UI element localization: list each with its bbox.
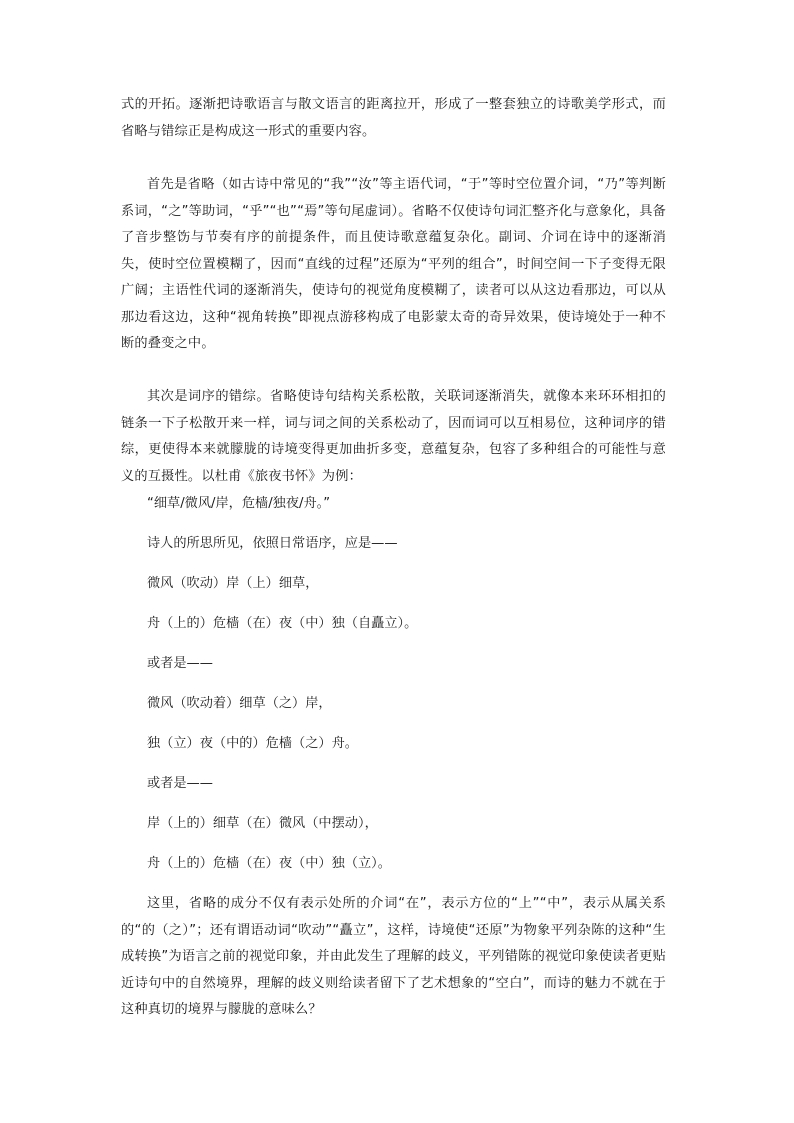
paragraph-omission: 首先是省略（如古诗中常见的“我”“汝”等主语代词，“于”等时空位置介词，“乃”等判断系词，“之”等助词，“乎”“也”“焉”等句尾虚词）。省略不仅使诗句词汇整齐化与意象化，具备了音步整饬与节奏有序的前提条件，而且使诗歌意蕴复杂化。副词、介词在诗中的逐渐消失，使时空位置模糊了，因而“直线的过程”还原为“平列的组合”，时间空间一下子变得无限广阔；主语性代词的逐渐消失，使诗句的视觉角度模糊了，读者可以从这边看那边，可以从那边看这边，这种“视角转换”即视点游移构成了电影蒙太奇的奇异效果，使诗境处于一种不断的叠变之中。 xyxy=(121,177,666,351)
paragraph-word-order: 其次是词序的错综。省略使诗句结构关系松散，关联词逐渐消失，就像本来环环相扣的链条一下子松散开来一样，词与词之间的关系松动了，因而词可以互相易位，这种词序的错综，更使得本来就朦胧的诗境变得更加曲折多变，意蕴复杂，包容了多种组合的可能性与意义的互摄性。以杜甫《旅夜书怀》为例： xyxy=(121,389,666,484)
or-line-2: 或者是—— xyxy=(147,776,213,791)
variant-2-line-a: 微风（吹动着）细草（之）岸， xyxy=(147,696,332,711)
variant-2-line-b: 独（立）夜（中的）危樯（之）舟。 xyxy=(147,736,358,751)
variant-1-line-a: 微风（吹动）岸（上）细草， xyxy=(147,576,319,591)
or-line-1: 或者是—— xyxy=(147,656,213,671)
paragraph-conclusion: 这里，省略的成分不仅有表示处所的介词“在”，表示方位的“上”“中”，表示从属关系的“的（之）”；还有谓语动词“吹动”“矗立”，这样，诗境使“还原”为物象平列杂陈的这种“生成转换”为语言之前的视觉印象，并由此发生了理解的歧义，平列错陈的视觉印象使读者更贴近诗句中的自然境界，理解的歧义则给读者留下了艺术想象的“空白”，而诗的魅力不就在于这种真切的境界与朦胧的意味么？ xyxy=(121,896,666,1017)
variant-3-line-b: 舟（上的）危樯（在）夜（中）独（立）。 xyxy=(147,856,391,871)
paragraph-continuation: 式的开拓。逐渐把诗歌语言与散文语言的距离拉开，形成了一整套独立的诗歌美学形式，而省略与错综正是构成这一形式的重要内容。 xyxy=(121,97,666,139)
poem-quote: “细草/微风/岸，危樯/独夜/舟。” xyxy=(147,496,331,511)
variant-1-line-b: 舟（上的）危樯（在）夜（中）独（自矗立）。 xyxy=(147,616,418,631)
variant-3-line-a: 岸（上的）细草（在）微风（中摆动）， xyxy=(147,816,378,831)
intro-line: 诗人的所思所见，依照日常语序，应是—— xyxy=(147,536,398,551)
